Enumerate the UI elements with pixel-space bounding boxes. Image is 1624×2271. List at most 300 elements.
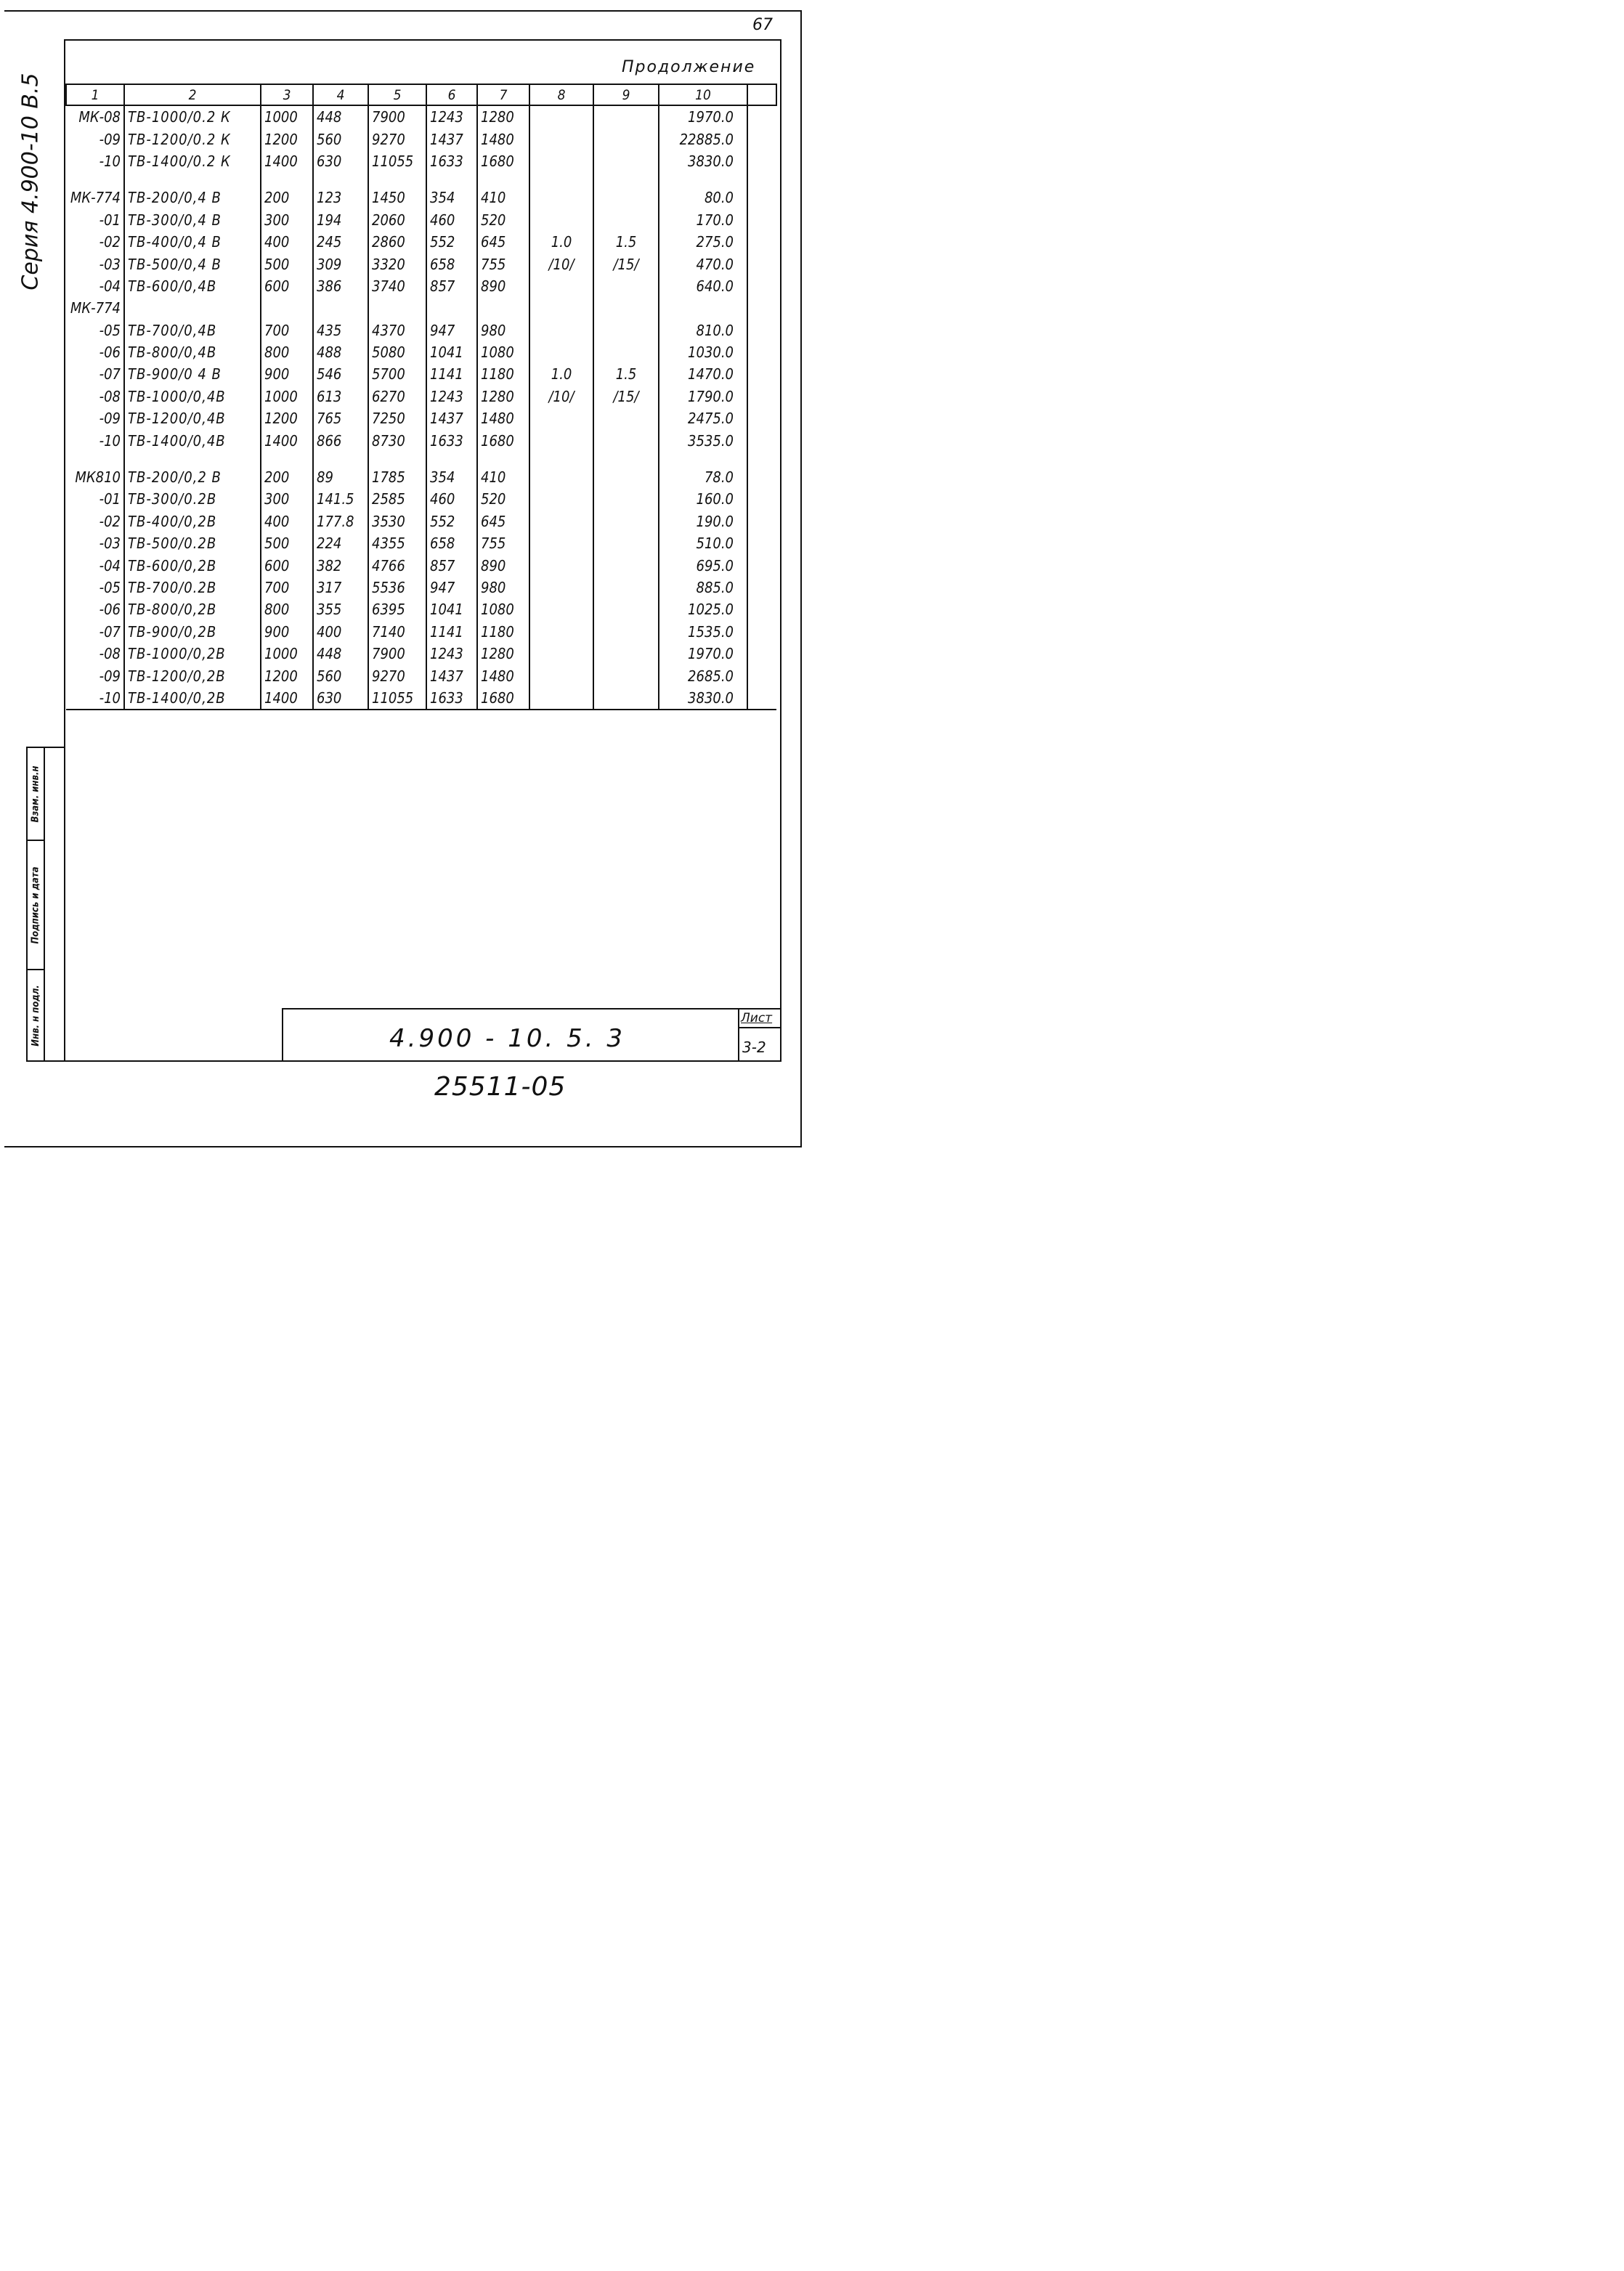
cell-c1: -10 [99,431,121,450]
cell-c3: 1400 [261,687,313,710]
cell-c4: 630 [313,687,368,710]
cell-c11 [747,429,776,451]
cell-c2: ТВ-400/0,4 В [124,231,261,253]
cell-c5: 9270 [368,128,426,150]
cell-c7: 520 [477,488,529,510]
cell-c8: /10/ [529,386,593,407]
cell-c10: 1970.0 [659,105,747,128]
cell-c1: -05 [99,579,121,596]
cell-c5: 11055 [368,150,426,172]
table-row [66,386,776,407]
cell-c4: 448 [313,643,368,665]
cell-c5: 1450 [368,187,426,208]
side-stamp-vzam: Взам. инв.н [26,747,45,841]
cell-c10: 640.0 [659,275,747,297]
cell-c11 [747,665,776,686]
table-header-row [66,84,776,105]
cell-c9 [593,665,659,686]
cell-c8 [529,150,593,172]
cell-c4 [313,452,368,466]
cell-c10: 3830.0 [659,150,747,172]
cell-c1: -09 [99,130,121,148]
cell-c2 [124,297,261,319]
cell-c8 [529,407,593,429]
cell-c3: 500 [261,532,313,554]
column-header: 10 [659,84,747,105]
cell-c8 [529,554,593,576]
table-row [66,466,776,488]
cell-c4: 245 [313,231,368,253]
cell-c2: ТВ-700/0.2В [124,577,261,598]
cell-c3: 200 [261,466,313,488]
column-header: 6 [426,84,477,105]
cell-c10: 3535.0 [659,429,747,451]
series-label: Серия 4.900-10 В.5 [17,73,44,291]
cell-c5: 8730 [368,429,426,451]
cell-c1: -02 [99,233,121,251]
column-header: 4 [313,84,368,105]
cell-c6: 1243 [426,105,477,128]
cell-c7: 1480 [477,407,529,429]
cell-c4: 386 [313,275,368,297]
cell-c8 [529,488,593,510]
cell-c1: -05 [99,321,121,339]
cell-c10: 1790.0 [659,386,747,407]
cell-c4: 765 [313,407,368,429]
table-row [66,665,776,686]
table-row [66,128,776,150]
cell-c6: 354 [426,187,477,208]
cell-c11 [747,452,776,466]
cell-c9: /15/ [593,253,659,275]
cell-c3: 300 [261,209,313,231]
cell-c9 [593,554,659,576]
cell-c9 [593,172,659,187]
title-block-sheet-divider [738,1027,781,1028]
cell-c2: ТВ-1400/0,2В [124,687,261,710]
stamp-connector-bottom [44,1060,65,1062]
cell-c6: 1633 [426,150,477,172]
cell-c2: ТВ-1000/0,4В [124,386,261,407]
cell-c5: 1785 [368,466,426,488]
cell-c3: 1000 [261,105,313,128]
cell-c6: 1633 [426,429,477,451]
cell-c9: 1.5 [593,363,659,385]
cell-c9 [593,452,659,466]
stamp-connector [44,747,65,748]
cell-c2: ТВ-500/0.2В [124,532,261,554]
cell-c11 [747,172,776,187]
cell-c4: 224 [313,532,368,554]
cell-c7: 1680 [477,150,529,172]
table-row [66,187,776,208]
cell-c9: /15/ [593,386,659,407]
cell-c4: 355 [313,598,368,620]
cell-c4: 560 [313,128,368,150]
cell-c5: 4370 [368,320,426,341]
table-row [66,275,776,297]
table-row [66,341,776,363]
cell-c9 [593,687,659,710]
cell-c8 [529,598,593,620]
cell-c2: ТВ-400/0,2В [124,511,261,532]
cell-c5: 2585 [368,488,426,510]
cell-c11 [747,231,776,253]
cell-c6: 1141 [426,621,477,643]
cell-c1: МК-08 [78,108,121,126]
table-row [66,532,776,554]
cell-c9 [593,297,659,319]
column-header: 3 [261,84,313,105]
document-designation: 4.900 - 10. 5. 3 [389,1024,625,1053]
cell-c8 [529,128,593,150]
cell-c3: 300 [261,488,313,510]
sheet-label: Лист [741,1011,773,1025]
cell-c10: 22885.0 [659,128,747,150]
cell-c10: 1025.0 [659,598,747,620]
cell-c3 [261,172,313,187]
cell-c8 [529,275,593,297]
cell-c8 [529,209,593,231]
cell-c9 [593,407,659,429]
cell-c2: ТВ-200/0,4 В [124,187,261,208]
cell-c2: ТВ-800/0,4В [124,341,261,363]
cell-c8: /10/ [529,253,593,275]
table-row [66,429,776,451]
cell-c1: -03 [99,535,121,553]
cell-c5: 6395 [368,598,426,620]
continuation-label: Продолжение [622,58,756,76]
cell-c11 [747,341,776,363]
table-row [66,621,776,643]
cell-c7: 1080 [477,341,529,363]
cell-c2: ТВ-1000/0,2В [124,643,261,665]
cell-c9 [593,187,659,208]
cell-c9 [593,532,659,554]
spec-table [65,84,777,710]
outer-border-top [4,10,802,12]
cell-c3: 600 [261,275,313,297]
cell-c3: 700 [261,320,313,341]
cell-c11 [747,466,776,488]
cell-c8 [529,429,593,451]
cell-c8 [529,297,593,319]
cell-c8 [529,511,593,532]
column-header: 1 [66,84,124,105]
cell-c4: 89 [313,466,368,488]
cell-c1: -08 [99,387,121,405]
cell-c4: 488 [313,341,368,363]
cell-c1: -06 [99,344,121,362]
table-row [66,407,776,429]
cell-c11 [747,532,776,554]
cell-c6: 460 [426,209,477,231]
cell-c1: -01 [99,211,121,229]
cell-c7: 1280 [477,386,529,407]
table-row [66,363,776,385]
cell-c8 [529,172,593,187]
outer-border-right [800,10,802,1147]
cell-c11 [747,488,776,510]
cell-c9 [593,429,659,451]
cell-c11 [747,128,776,150]
cell-c8 [529,187,593,208]
cell-c10: 810.0 [659,320,747,341]
cell-c6 [426,172,477,187]
cell-c7: 1080 [477,598,529,620]
cell-c5: 4766 [368,554,426,576]
cell-c8 [529,466,593,488]
cell-c8: 1.0 [529,231,593,253]
cell-c11 [747,297,776,319]
table-row [66,511,776,532]
cell-c3 [261,297,313,319]
cell-c3 [261,452,313,466]
cell-c4: 630 [313,150,368,172]
cell-c6: 658 [426,532,477,554]
column-header: 5 [368,84,426,105]
cell-c11 [747,253,776,275]
cell-c7: 1180 [477,621,529,643]
cell-c3: 1400 [261,150,313,172]
cell-c6: 1437 [426,407,477,429]
cell-c4: 546 [313,363,368,385]
cell-c1: МК810 [75,468,121,487]
sheet-number: 3-2 [742,1039,766,1056]
cell-c10: 510.0 [659,532,747,554]
table-row [66,598,776,620]
cell-c3: 1000 [261,643,313,665]
cell-c4: 194 [313,209,368,231]
cell-c5: 9270 [368,665,426,686]
cell-c8 [529,665,593,686]
cell-c10: 695.0 [659,554,747,576]
cell-c6: 1243 [426,643,477,665]
cell-c6: 1041 [426,598,477,620]
table-gap-row [66,452,776,466]
cell-c4: 866 [313,429,368,451]
cell-c7: 755 [477,532,529,554]
cell-c2: ТВ-1400/0.2 К [124,150,261,172]
cell-c10: 2685.0 [659,665,747,686]
cell-c4: 435 [313,320,368,341]
cell-c3: 400 [261,231,313,253]
cell-c11 [747,621,776,643]
cell-c1: -09 [99,667,121,685]
cell-c11 [747,275,776,297]
cell-c1: -07 [99,365,121,383]
cell-c5: 5080 [368,341,426,363]
cell-c9: 1.5 [593,231,659,253]
cell-c10: 3830.0 [659,687,747,710]
cell-c6: 947 [426,577,477,598]
cell-c10: 80.0 [659,187,747,208]
side-stamp-inv-podl: Инв. н подл. [26,969,45,1062]
cell-c7: 980 [477,577,529,598]
cell-c4: 560 [313,665,368,686]
cell-c8: 1.0 [529,363,593,385]
cell-c5: 5700 [368,363,426,385]
cell-c1: -09 [99,410,121,428]
cell-c4: 317 [313,577,368,598]
cell-c5: 7140 [368,621,426,643]
cell-c2: ТВ-1200/0,4В [124,407,261,429]
cell-c1: -01 [99,490,121,508]
cell-c3: 500 [261,253,313,275]
cell-c7: 890 [477,554,529,576]
cell-c10: 470.0 [659,253,747,275]
cell-c7: 1480 [477,128,529,150]
cell-c1: -08 [99,645,121,663]
cell-c1: -10 [99,152,121,170]
cell-c11 [747,407,776,429]
table-row [66,209,776,231]
cell-c10: 190.0 [659,511,747,532]
cell-c11 [747,209,776,231]
cell-c1 [66,172,124,187]
cell-c11 [747,187,776,208]
cell-c6: 552 [426,231,477,253]
cell-c10 [659,172,747,187]
cell-c4 [313,297,368,319]
cell-c4: 141.5 [313,488,368,510]
cell-c7: 1180 [477,363,529,385]
cell-c6 [426,452,477,466]
cell-c2 [124,172,261,187]
cell-c5: 7900 [368,105,426,128]
cell-c8 [529,341,593,363]
cell-c2: ТВ-600/0,4В [124,275,261,297]
cell-c1: -06 [99,601,121,619]
cell-c2: ТВ-300/0,4 В [124,209,261,231]
table-row [66,687,776,710]
cell-c5: 2860 [368,231,426,253]
cell-c2: ТВ-800/0,2В [124,598,261,620]
cell-c9 [593,511,659,532]
archive-number: 25511-05 [434,1072,567,1102]
cell-c6: 552 [426,511,477,532]
column-header-blank [747,84,776,105]
cell-c6: 1437 [426,665,477,686]
cell-c5: 7900 [368,643,426,665]
cell-c2: ТВ-1200/0.2 К [124,128,261,150]
cell-c1: МК-774 [70,189,121,207]
cell-c2: ТВ-900/0,2В [124,621,261,643]
cell-c10: 885.0 [659,577,747,598]
cell-c7 [477,452,529,466]
cell-c9 [593,577,659,598]
cell-c3: 400 [261,511,313,532]
cell-c3: 800 [261,598,313,620]
cell-c3: 700 [261,577,313,598]
cell-c11 [747,105,776,128]
table-row [66,488,776,510]
cell-c9 [593,320,659,341]
cell-c3: 1200 [261,128,313,150]
cell-c5 [368,452,426,466]
cell-c9 [593,128,659,150]
cell-c1: -02 [99,512,121,530]
cell-c10: 1030.0 [659,341,747,363]
cell-c4 [313,172,368,187]
cell-c6 [426,297,477,319]
cell-c6: 1141 [426,363,477,385]
cell-c1 [66,452,124,466]
cell-c6: 658 [426,253,477,275]
cell-c1: МК-774 [70,299,121,317]
cell-c4: 400 [313,621,368,643]
cell-c8 [529,577,593,598]
cell-c5: 5536 [368,577,426,598]
cell-c3: 800 [261,341,313,363]
column-header: 9 [593,84,659,105]
cell-c10: 1535.0 [659,621,747,643]
side-stamp-podpis: Подпись и дата [26,840,45,970]
cell-c5: 11055 [368,687,426,710]
column-header: 7 [477,84,529,105]
cell-c11 [747,386,776,407]
cell-c7: 1680 [477,687,529,710]
cell-c7: 1280 [477,643,529,665]
cell-c2: ТВ-600/0,2В [124,554,261,576]
cell-c3: 900 [261,621,313,643]
cell-c9 [593,643,659,665]
cell-c10: 275.0 [659,231,747,253]
cell-c1: -04 [99,277,121,295]
cell-c4: 448 [313,105,368,128]
cell-c9 [593,209,659,231]
cell-c1: -04 [99,556,121,574]
cell-c2: ТВ-500/0,4 В [124,253,261,275]
table-row [66,297,776,319]
cell-c6: 947 [426,320,477,341]
cell-c2: ТВ-900/0 4 В [124,363,261,385]
cell-c3: 1400 [261,429,313,451]
cell-c6: 460 [426,488,477,510]
cell-c5 [368,297,426,319]
cell-c10 [659,297,747,319]
cell-c6: 1437 [426,128,477,150]
cell-c8 [529,621,593,643]
cell-c2: ТВ-700/0,4В [124,320,261,341]
cell-c10 [659,452,747,466]
table-row [66,320,776,341]
cell-c7: 1480 [477,665,529,686]
cell-c11 [747,598,776,620]
cell-c7: 645 [477,231,529,253]
cell-c4: 309 [313,253,368,275]
cell-c2: ТВ-1400/0,4В [124,429,261,451]
cell-c4: 123 [313,187,368,208]
cell-c3: 600 [261,554,313,576]
cell-c9 [593,598,659,620]
cell-c7: 1680 [477,429,529,451]
cell-c11 [747,320,776,341]
page-number: 67 [752,16,773,34]
cell-c10: 1970.0 [659,643,747,665]
table-row [66,554,776,576]
cell-c7: 645 [477,511,529,532]
cell-c9 [593,488,659,510]
cell-c6: 1633 [426,687,477,710]
cell-c7: 755 [477,253,529,275]
cell-c2 [124,452,261,466]
cell-c9 [593,105,659,128]
cell-c9 [593,621,659,643]
cell-c3: 900 [261,363,313,385]
cell-c5 [368,172,426,187]
cell-c5: 3530 [368,511,426,532]
